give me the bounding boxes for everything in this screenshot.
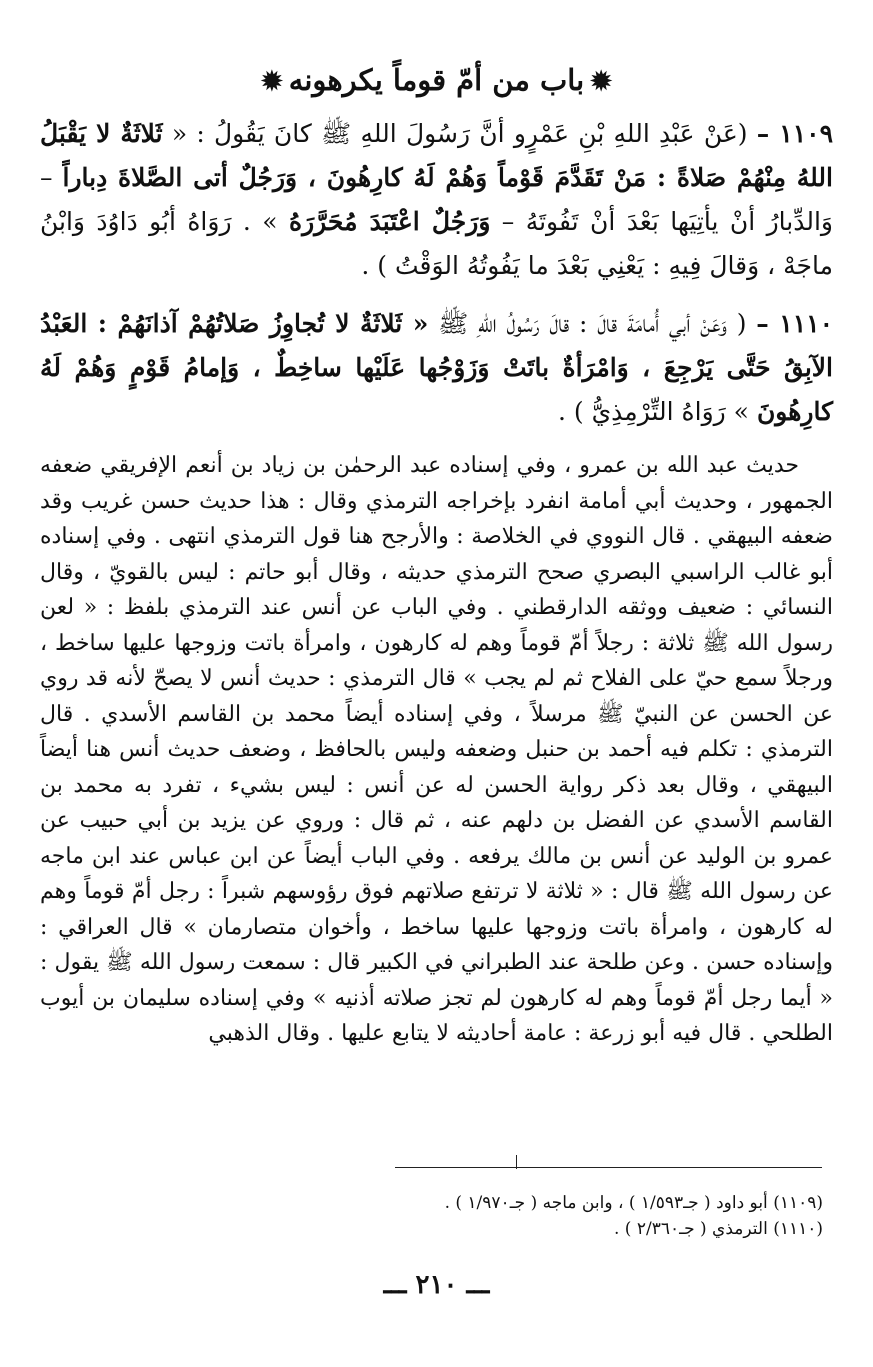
footnote-1109: (١١٠٩) أبو داود ( جـ١/٥٩٣ ) ، وابن ماجه ( جـ١/٩٧٠ ) . — [444, 1193, 823, 1213]
chapter-title: باب من أمّ قوماً يكرهونه — [288, 63, 585, 97]
chapter-heading — [40, 60, 833, 102]
hadith-1109 — [40, 112, 833, 288]
hadith-1110 — [40, 302, 833, 434]
star-ornament-icon: ✹ — [260, 67, 283, 97]
footnote-divider-tick — [516, 1155, 517, 1169]
star-ornament-icon: ✹ — [590, 67, 612, 97]
hadith-number: ١١٠٩ – — [756, 119, 833, 148]
page-body — [40, 60, 833, 1052]
page-number: ـــ ٢١٠ ـــ — [383, 1270, 490, 1300]
commentary: حديث عبد الله بن عمرو ، وفي إسناده عبد الرحمٰن بن زياد بن أنعم الإفريقي ضعفه الجمهور ، وحديث أبي أمامة انفرد بإخراجه الترمذي وقال : هذا حديث حسن غريب وقد ضعفه البيهقي . قال النووي في الخلاصة : والأرجح هنا قول الترمذي انتهى . وفي إسناده أبو غالب الراسبي البصري صحح الترمذي حديثه ، وقال أبو حاتم : ليس بالقويّ ، وقال النسائي : ضعيف ووثقه الدارقطني . وفي الباب عن أنس عند الترمذي بلفظ : « لعن رسول الله ﷺ ثلاثة : رجلاً أمّ قوماً وهم له كارهون ، وامرأة باتت وزوجها عليها ساخط ، ورجلاً سمع حيّ على الفلاح ثم لم يجب » قال الترمذي : حديث أنس لا يصحّ لأنه قد روي عن الحسن عن النبيّ ﷺ مرسلاً ، وفي إسناده أيضاً محمد بن القاسم الأسدي . قال الترمذي : تكلم فيه أحمد بن حنبل وضعفه وليس بالحافظ ، وضعف حديث أنس هنا أيضاً البيهقي ، وقال بعد ذكر رواية الحسن له عن أنس : ليس بشيء ، تفرد به محمد بن القاسم الأسدي عن الفضل بن دلهم عنه ، ثم قال : وروي عن يزيد بن أبي حبيب عن عمرو بن الوليد عن أنس بن مالك يرفعه . وفي الباب أيضاً عن ابن عباس عند ابن ماجه عن رسول الله ﷺ قال : « ثلاثة لا ترتفع صلاتهم فوق رؤوسهم شبراً : رجل أمّ قوماً وهم له كارهون ، وامرأة باتت وزوجها عليها ساخط ، وأخوان متصارمان » قال العراقي : وإسناده حسن . وعن طلحة عند الطبراني في الكبير قال : سمعت رسول الله ﷺ يقول : « أيما رجل أمّ قوماً وهم له كارهون لم تجز صلاته أذنيه » وفي إسناده سليمان بن أيوب الطلحي . قال فيه أبو زرعة : عامة أحاديثه لا يتابع عليها . وقال الذهبي — [40, 453, 833, 1046]
hadith-source: » رَوَاهُ التِّرْمِذِيُّ ) . — [558, 397, 749, 426]
hadith-intro: (عَنْ عَبْدِ اللهِ بْنِ عَمْرٍو أنَّ رَسُولَ اللهِ ﷺ كانَ يَقُولُ : « — [171, 119, 748, 148]
hadith-intro: ( وَعَنْ أبي أُمامَةَ قالَ : قالَ رَسُولُ اللهِ ﷺ — [438, 309, 747, 338]
footnote-divider — [395, 1167, 822, 1168]
hadith-source: » . رَوَاهُ أبُو دَاوُدَ وَابْنُ ماجَهْ ، وَقالَ فِيهِ : يَعْنِي بَعْدَ ما يَفُوتُهُ الوَقْتُ ) . — [40, 207, 833, 280]
hadith-gloss: – وَالدِّبارُ أنْ يأتِيَها بَعْدَ أنْ تَفُوتَهُ – — [40, 163, 833, 236]
hadith-text: « ثَلاثَةٌ لا تُجاوِزُ صَلاتُهُمْ آذانَهُمْ : العَبْدُ الآبِقُ حَتَّى يَرْجِعَ ، وَامْرَأةٌ باتَتْ وَزَوْجُها عَلَيْها ساخِطٌ ، وَإمامُ قَوْمٍ وَهُمْ لَهُ كارِهُونَ — [40, 309, 833, 426]
hadith-text: ثَلاثَةٌ لا يَقْبَلُ اللهُ مِنْهُمْ صَلاةً : مَنْ تَقَدَّمَ قَوْماً وَهُمْ لَهُ كارِهُونَ ، وَرَجُلٌ أتى الصَّلاةَ دِباراً — [40, 119, 833, 192]
hadith-number: ١١١٠ – — [756, 309, 834, 338]
footnotes — [43, 1190, 823, 1242]
hadith-text: وَرَجُلٌ اعْتَبَدَ مُحَرَّرَهُ — [288, 207, 491, 236]
footnote-1110: (١١١٠) الترمذي ( جـ٢/٣٦٠ ) . — [614, 1219, 823, 1239]
